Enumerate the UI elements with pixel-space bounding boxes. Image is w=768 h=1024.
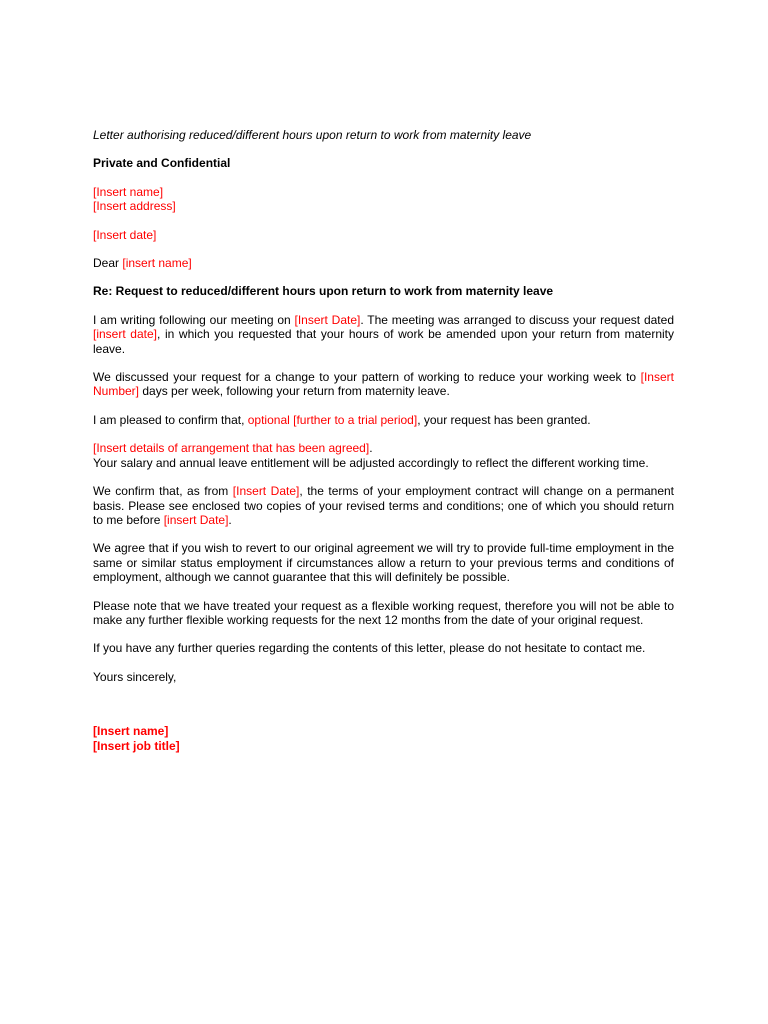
salutation-name-placeholder: [insert name] [122, 256, 192, 271]
p1-text-a: I am writing following our meeting on [93, 312, 295, 327]
p5-text-c: , the terms of your employment contract will change on a permanent basis. Please see enclosed two copies of your revised terms and conditions; one of which you should return to me before [93, 484, 674, 527]
p4-text-c: Your salary and annual leave entitlement will be adjusted accordingly to reflect the different working time. [93, 455, 649, 470]
date-placeholder: [Insert date] [93, 227, 157, 242]
meeting-date-placeholder: [Insert Date] [294, 312, 361, 327]
p5-text-e: . [228, 512, 232, 527]
paragraph-working-week [93, 370, 674, 399]
p3-text-c: , your request has been granted. [417, 412, 591, 427]
closing: Yours sincerely, [93, 669, 177, 684]
paragraph-contract-change [93, 484, 674, 527]
subject-line: Re: Request to reduced/different hours upon return to work from maternity leave [93, 284, 554, 299]
salutation-text: Dear [93, 256, 120, 271]
recipient-block [93, 185, 674, 214]
signature-space [93, 684, 674, 724]
request-date-placeholder: [insert date] [93, 327, 157, 342]
paragraph-meeting [93, 313, 674, 356]
sender-title-placeholder: [Insert job title] [93, 738, 180, 753]
paragraph-revert: We agree that if you wish to revert to our original agreement we will try to provide full-time employment in the same or similar status employment if circumstances allow a return to your previous terms and conditions of employment, although we cannot guarantee that this will definitely be possible. [93, 541, 674, 585]
document-title: Letter authorising reduced/different hours upon return to work from maternity leave [93, 128, 532, 142]
p1-text-e: , in which you requested that your hours of work be amended upon your return from maternity leave. [93, 327, 674, 356]
effective-date-placeholder: [Insert Date] [232, 484, 300, 499]
sender-name-placeholder: [Insert name] [93, 724, 169, 739]
letter-body [93, 128, 674, 753]
arrangement-details-placeholder: [Insert details of arrangement that has been agreed] [93, 441, 370, 456]
recipient-name-placeholder: [Insert name] [93, 184, 164, 199]
p3-text-a: I am pleased to confirm that, [93, 412, 248, 427]
paragraph-queries: If you have any further queries regarding the contents of this letter, please do not hesitate to contact me. [93, 641, 646, 656]
p2-text-c: days per week, following your return from maternity leave. [139, 384, 450, 399]
p2-text-a: We discussed your request for a change to your pattern of working to reduce your working week to [93, 370, 641, 385]
p1-text-c: . The meeting was arranged to discuss your request dated [360, 312, 674, 327]
salutation [93, 256, 674, 270]
trial-period-placeholder: optional [further to a trial period] [247, 412, 418, 427]
return-date-placeholder: [insert Date] [163, 512, 229, 527]
p5-text-a: We confirm that, as from [93, 484, 233, 499]
recipient-address-placeholder: [Insert address] [93, 199, 176, 214]
paragraph-confirmation [93, 413, 674, 427]
p4-text-b: . [369, 441, 373, 456]
confidential-heading: Private and Confidential [93, 156, 231, 171]
paragraph-flexible-request: Please note that we have treated your request as a flexible working request, therefore you will not be able to make any further flexible working requests for the next 12 months from the date of your original request. [93, 598, 674, 627]
paragraph-arrangement [93, 441, 674, 470]
days-number-placeholder: [Insert Number] [93, 370, 674, 399]
